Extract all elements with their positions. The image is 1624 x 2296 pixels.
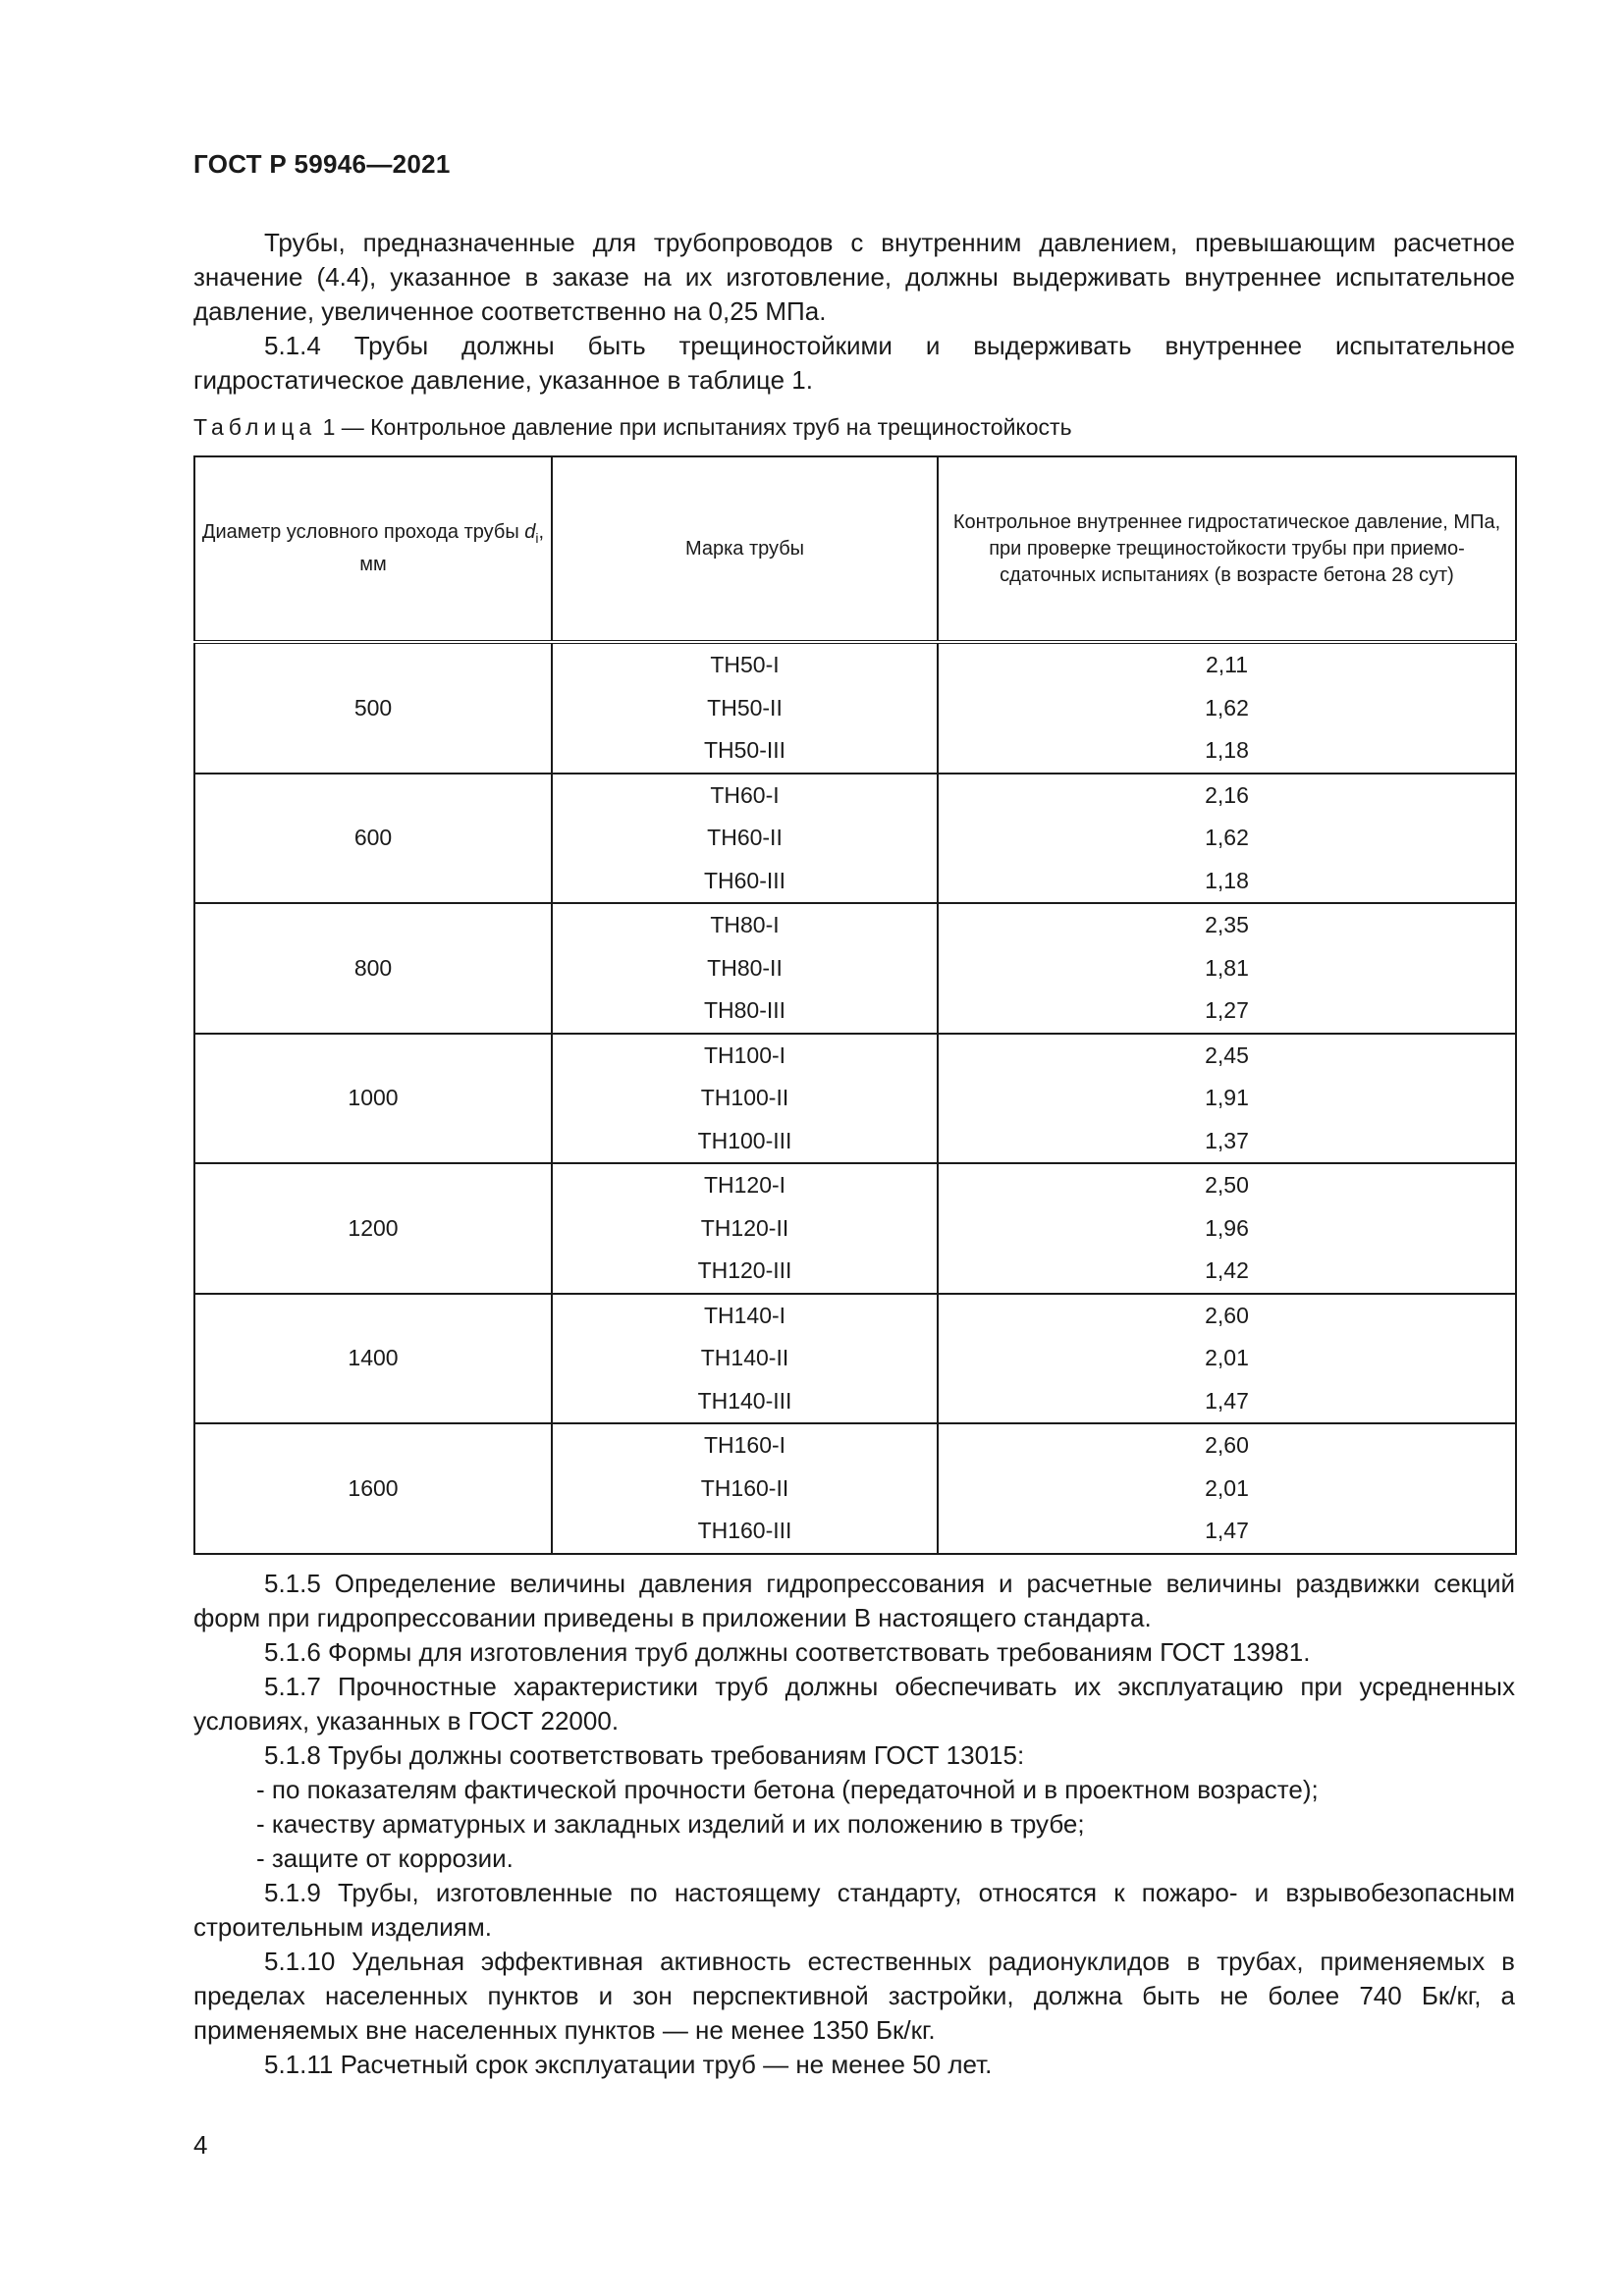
cell-grade: ТН120-III bbox=[552, 1250, 938, 1294]
table-row bbox=[194, 1034, 1516, 1078]
cell-grade: ТН80-I bbox=[552, 903, 938, 947]
cell-pressure: 2,60 bbox=[938, 1294, 1516, 1338]
cell-grade: ТН160-III bbox=[552, 1510, 938, 1554]
table-row bbox=[194, 903, 1516, 947]
cell-diameter: 800 bbox=[194, 903, 552, 1034]
cell-diameter: 500 bbox=[194, 642, 552, 774]
clause-5-1-6: 5.1.6 Формы для изготовления труб должны соответствовать требованиям ГОСТ 13981. bbox=[264, 1637, 1311, 1667]
cell-grade: ТН50-III bbox=[552, 729, 938, 774]
cell-pressure: 2,50 bbox=[938, 1163, 1516, 1207]
intro-text bbox=[193, 226, 1515, 398]
cell-diameter: 600 bbox=[194, 774, 552, 904]
cell-pressure: 1,62 bbox=[938, 687, 1516, 730]
cell-pressure: 2,45 bbox=[938, 1034, 1516, 1078]
cell-grade: ТН140-I bbox=[552, 1294, 938, 1338]
cell-pressure: 1,47 bbox=[938, 1380, 1516, 1424]
clause-5-1-4: 5.1.4 Трубы должны быть трещиностойкими и выдерживать внутреннее испытательное гидростатическое давление, указанное в таблице 1. bbox=[193, 331, 1515, 395]
table-row bbox=[194, 1294, 1516, 1338]
cell-pressure: 1,18 bbox=[938, 729, 1516, 774]
cell-pressure: 2,01 bbox=[938, 1468, 1516, 1511]
cell-grade: ТН100-III bbox=[552, 1120, 938, 1164]
cell-pressure: 2,60 bbox=[938, 1423, 1516, 1468]
clause-5-1-8: 5.1.8 Трубы должны соответствовать требованиям ГОСТ 13015: bbox=[264, 1740, 1025, 1770]
clause-5-1-11: 5.1.11 Расчетный срок эксплуатации труб — не менее 50 лет. bbox=[264, 2050, 993, 2079]
cell-pressure: 2,11 bbox=[938, 642, 1516, 687]
list-item: - по показателям фактической прочности бетона (передаточной и в проектном возрасте); bbox=[256, 1775, 1319, 1804]
table-row bbox=[194, 642, 1516, 687]
clause-5-1-5: 5.1.5 Определение величины давления гидропрессования и расчетные величины раздвижки секций форм при гидропрессовании приведены в приложении В настоящего стандарта. bbox=[193, 1569, 1515, 1632]
list-item: - качеству арматурных и закладных изделий и их положению в трубе; bbox=[256, 1809, 1085, 1839]
cell-grade: ТН160-II bbox=[552, 1468, 938, 1511]
cell-grade: ТН60-I bbox=[552, 774, 938, 818]
cell-pressure: 2,16 bbox=[938, 774, 1516, 818]
cell-pressure: 1,47 bbox=[938, 1510, 1516, 1554]
cell-pressure: 1,18 bbox=[938, 860, 1516, 904]
clause-5-1-7: 5.1.7 Прочностные характеристики труб должны обеспечивать их эксплуатацию при усредненных условиях, указанных в ГОСТ 22000. bbox=[193, 1672, 1515, 1735]
cell-pressure: 1,96 bbox=[938, 1207, 1516, 1251]
header-grade: Марка трубы bbox=[552, 456, 938, 642]
cell-grade: ТН100-I bbox=[552, 1034, 938, 1078]
table-row bbox=[194, 1163, 1516, 1207]
cell-diameter: 1400 bbox=[194, 1294, 552, 1424]
header-diameter: Диаметр условного прохода трубы $d_i$, мм bbox=[194, 456, 552, 642]
cell-grade: ТН50-I bbox=[552, 642, 938, 687]
header-pressure: Контрольное внутреннее гидростатическое давление, МПа, при проверке трещиностойкости трубы при приемо-сдаточных испытаниях (в возрасте бетона 28 сут) bbox=[938, 456, 1516, 642]
cell-pressure: 2,35 bbox=[938, 903, 1516, 947]
table-caption bbox=[193, 414, 1072, 441]
cell-grade: ТН60-II bbox=[552, 817, 938, 860]
clause-5-1-10: 5.1.10 Удельная эффективная активность естественных радионуклидов в трубах, применяемых в пределах населенных пунктов и зон перспективной застройки, должна быть не более 740 Бк/кг, а применяемых вне населенных пунктов — не менее 1350 Бк/кг. bbox=[193, 1947, 1515, 2045]
cell-grade: ТН60-III bbox=[552, 860, 938, 904]
cell-grade: ТН160-I bbox=[552, 1423, 938, 1468]
page-number: 4 bbox=[193, 2130, 208, 2160]
table-row bbox=[194, 1423, 1516, 1468]
cell-pressure: 1,27 bbox=[938, 989, 1516, 1034]
cell-pressure: 1,37 bbox=[938, 1120, 1516, 1164]
table-body bbox=[194, 642, 1516, 1554]
table-caption-title: 1 — Контрольное давление при испытаниях труб на трещиностойкость bbox=[322, 414, 1072, 440]
cell-pressure: 1,42 bbox=[938, 1250, 1516, 1294]
cell-diameter: 1600 bbox=[194, 1423, 552, 1554]
cell-pressure: 2,01 bbox=[938, 1337, 1516, 1380]
cell-grade: ТН100-II bbox=[552, 1077, 938, 1120]
cell-pressure: 1,62 bbox=[938, 817, 1516, 860]
clause-5-1-9: 5.1.9 Трубы, изготовленные по настоящему стандарту, относятся к пожаро- и взрывобезопасным строительным изделиям. bbox=[193, 1878, 1515, 1942]
cell-grade: ТН80-II bbox=[552, 947, 938, 990]
cell-diameter: 1000 bbox=[194, 1034, 552, 1164]
cell-pressure: 1,91 bbox=[938, 1077, 1516, 1120]
list-item: - защите от коррозии. bbox=[256, 1843, 514, 1873]
cell-grade: ТН140-III bbox=[552, 1380, 938, 1424]
table-row bbox=[194, 774, 1516, 818]
cell-diameter: 1200 bbox=[194, 1163, 552, 1294]
cell-grade: ТН50-II bbox=[552, 687, 938, 730]
cell-grade: ТН120-II bbox=[552, 1207, 938, 1251]
cell-grade: ТН140-II bbox=[552, 1337, 938, 1380]
clauses-text bbox=[193, 1567, 1515, 2082]
cell-grade: ТН120-I bbox=[552, 1163, 938, 1207]
document-code: ГОСТ Р 59946—2021 bbox=[193, 149, 451, 179]
table-caption-label: Таблица bbox=[193, 414, 317, 440]
pressure-table bbox=[193, 455, 1517, 1555]
table-header-row bbox=[194, 456, 1516, 642]
intro-paragraph: Трубы, предназначенные для трубопроводов с внутренним давлением, превышающим расчетное значение (4.4), указанное в заказе на их изготовление, должны выдерживать внутреннее испытательное давление, увеличенное соответственно на 0,25 МПа. bbox=[193, 228, 1515, 326]
cell-pressure: 1,81 bbox=[938, 947, 1516, 990]
cell-grade: ТН80-III bbox=[552, 989, 938, 1034]
